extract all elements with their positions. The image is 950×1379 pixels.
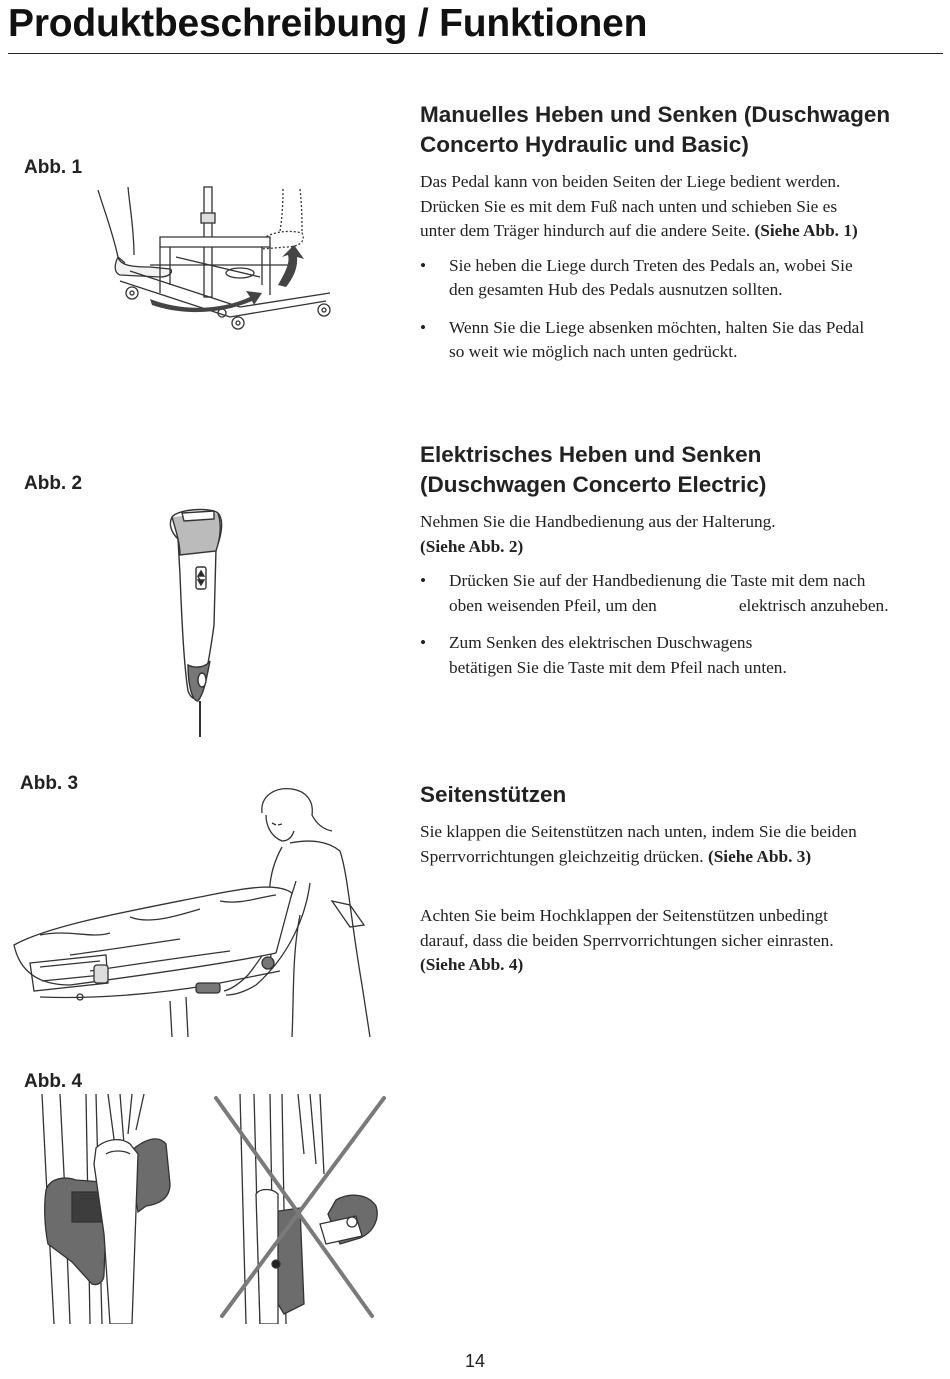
bullet-icon: • xyxy=(420,255,427,275)
title-rule xyxy=(8,53,943,54)
figure-side-supports xyxy=(10,785,380,1040)
section-paragraph xyxy=(420,904,948,978)
bullet-icon: • xyxy=(420,571,427,590)
section-side-supports xyxy=(420,780,948,978)
text-line: Das Pedal kann von beiden Seiten der Liege bedient werden. xyxy=(420,172,841,191)
section-paragraph xyxy=(420,510,948,559)
list-item xyxy=(420,569,948,618)
figure-reference: (Siehe Abb. 4) xyxy=(420,955,524,974)
section-heading-electric xyxy=(420,440,948,500)
figure-label-abb1: Abb. 1 xyxy=(24,157,83,178)
figure-hand-control xyxy=(158,505,238,737)
section-manual-lifting xyxy=(420,100,948,378)
text-line: so weit wie möglich nach unten gedrückt. xyxy=(449,342,738,361)
text-line: elektrisch anzuheben. xyxy=(738,595,889,615)
text-line: Sperrvorrichtungen gleichzeitig drücken. xyxy=(420,846,704,866)
text-line: Nehmen Sie die Handbedienung aus der Halterung. xyxy=(420,512,776,531)
text-line: Achten Sie beim Hochklappen der Seitenstützen unbedingt xyxy=(420,906,828,925)
text-line: Sie klappen die Seitenstützen nach unten, indem Sie die beiden xyxy=(420,822,857,841)
bullet-icon: • xyxy=(420,317,427,337)
section-paragraph xyxy=(420,820,948,869)
heading-line: (Duschwagen Concerto Electric) xyxy=(420,472,767,497)
section-heading-side-supports: Seitenstützen xyxy=(420,782,567,807)
heading-line: Concerto Hydraulic und Basic) xyxy=(420,132,749,157)
page-number: 14 xyxy=(464,1351,486,1371)
figure-label-abb2: Abb. 2 xyxy=(24,473,83,494)
figure-reference: (Siehe Abb. 1) xyxy=(754,221,858,240)
heading-line: Elektrisches Heben und Senken xyxy=(420,442,762,467)
section-paragraph xyxy=(420,170,948,244)
text-line: Wenn Sie die Liege absenken möchten, halten Sie das Pedal xyxy=(449,317,865,337)
figure-label-abb3: Abb. 3 xyxy=(20,773,79,794)
text-line: den gesamten Hub des Pedals ausnutzen sollten. xyxy=(449,280,783,299)
figure-reference: (Siehe Abb. 3) xyxy=(707,846,812,866)
text-line: darauf, dass die beiden Sperrvorrichtungen sicher einrasten. xyxy=(420,930,834,950)
list-item xyxy=(420,316,948,365)
bullet-list xyxy=(420,254,948,365)
text-line: Drücken Sie auf der Handbedienung die Taste mit dem nach xyxy=(449,571,866,590)
text-line: Drücken Sie es mit dem Fuß nach unten und schieben Sie es xyxy=(420,196,838,216)
section-electric-lifting xyxy=(420,440,948,693)
bullet-icon: • xyxy=(420,633,427,652)
heading-line: Manuelles Heben und Senken (Duschwagen xyxy=(420,102,891,127)
figure-locking-mechanism xyxy=(20,1094,390,1324)
text-line: Zum Senken des elektrischen Duschwagens xyxy=(449,633,753,652)
bullet-list xyxy=(420,569,948,680)
text-line: oben weisenden Pfeil, um den xyxy=(449,595,657,615)
figure-pedal-illustration xyxy=(90,185,350,347)
figure-reference: (Siehe Abb. 2) xyxy=(420,536,524,556)
text-line: unter dem Träger hindurch auf die andere Seite. xyxy=(420,221,751,240)
list-item xyxy=(420,254,948,303)
text-line: Sie heben die Liege durch Treten des Pedals an, wobei Sie xyxy=(449,255,853,275)
section-heading-manual xyxy=(420,100,948,160)
list-item xyxy=(420,631,948,680)
text-line: betätigen Sie die Taste mit dem Pfeil nach unten. xyxy=(449,657,787,677)
page-title: Produktbeschreibung / Funktionen xyxy=(8,2,648,45)
figure-label-abb4: Abb. 4 xyxy=(24,1071,83,1092)
